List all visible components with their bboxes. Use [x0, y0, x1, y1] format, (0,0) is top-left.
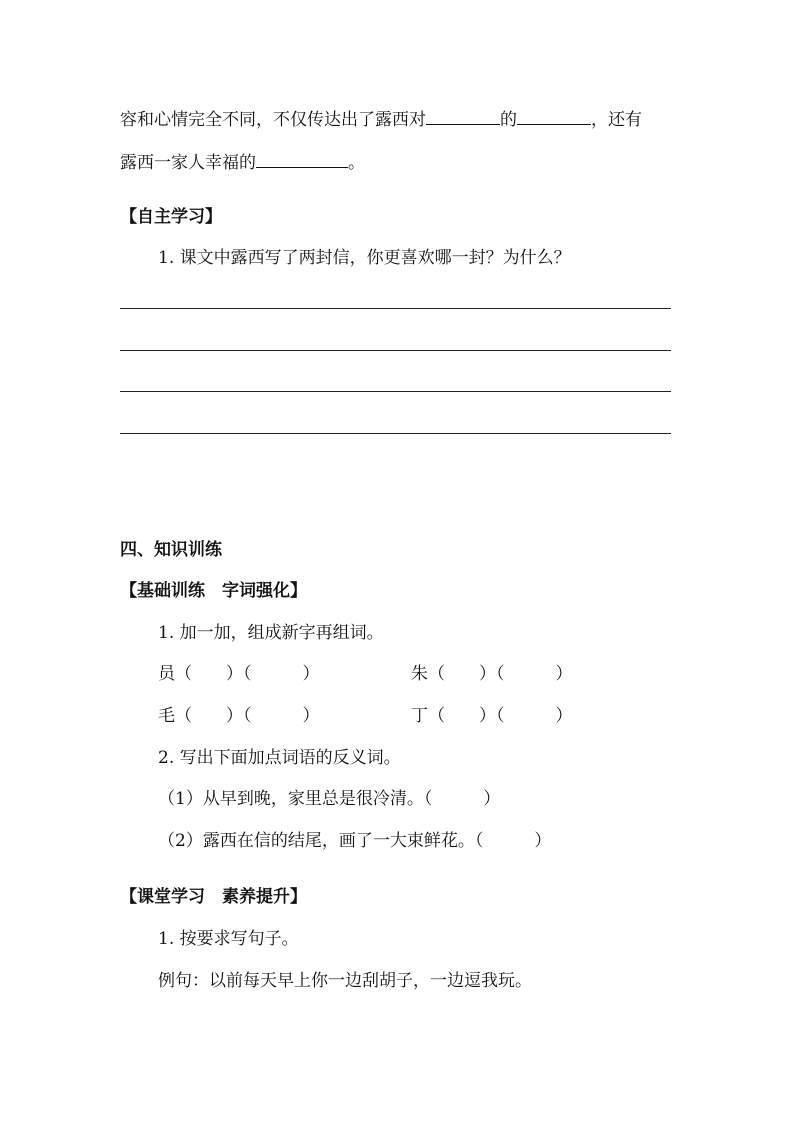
paren-blanks[interactable]: （ ）（ ） [175, 664, 320, 684]
fill-blank[interactable] [517, 106, 591, 125]
question-1: 1. 加一加，组成新字再组词。 [158, 623, 384, 643]
basic-training-heading: 【基础训练 字词强化】 [120, 581, 307, 601]
fill-blank[interactable] [426, 106, 500, 125]
char-item [411, 662, 573, 686]
passage-line-1 [120, 106, 642, 132]
paren-blanks[interactable]: （ ）（ ） [175, 706, 320, 726]
char-item [158, 704, 320, 728]
self-study-heading: 【自主学习】 [120, 207, 222, 227]
paren-blanks[interactable]: （ ）（ ） [428, 706, 573, 726]
char: 毛 [158, 706, 175, 726]
answer-line[interactable] [120, 433, 671, 434]
passage-text: 容和心情完全不同，不仅传达出了露西对 [120, 110, 426, 130]
question-3: 1. 按要求写句子。 [158, 929, 299, 949]
question-2-item-2[interactable]: （2）露西在信的结尾，画了一大束鲜花。（ ） [158, 831, 552, 851]
passage-text: 。 [348, 153, 365, 173]
passage-line-2 [120, 149, 365, 175]
question-2: 2. 写出下面加点词语的反义词。 [158, 748, 401, 768]
char: 丁 [411, 706, 428, 726]
class-study-heading: 【课堂学习 素养提升】 [120, 887, 307, 907]
passage-text: 露西一家人幸福的 [120, 153, 256, 173]
section-title: 四、知识训练 [120, 540, 222, 560]
char: 员 [158, 664, 175, 684]
self-study-question-1: 1. 课文中露西写了两封信，你更喜欢哪一封？为什么？ [158, 248, 571, 268]
example-sentence: 例句：以前每天早上你一边刮胡子，一边逗我玩。 [158, 971, 532, 991]
char-item [158, 662, 320, 686]
char: 朱 [411, 664, 428, 684]
fill-blank[interactable] [256, 149, 348, 168]
answer-line[interactable] [120, 308, 671, 309]
answer-line[interactable] [120, 350, 671, 351]
passage-text: 的 [500, 110, 517, 130]
question-2-item-1[interactable]: （1）从早到晚，家里总是很冷清。（ ） [158, 789, 501, 809]
passage-text: ，还有 [591, 110, 642, 130]
answer-line[interactable] [120, 391, 671, 392]
char-item [411, 704, 573, 728]
paren-blanks[interactable]: （ ）（ ） [428, 664, 573, 684]
